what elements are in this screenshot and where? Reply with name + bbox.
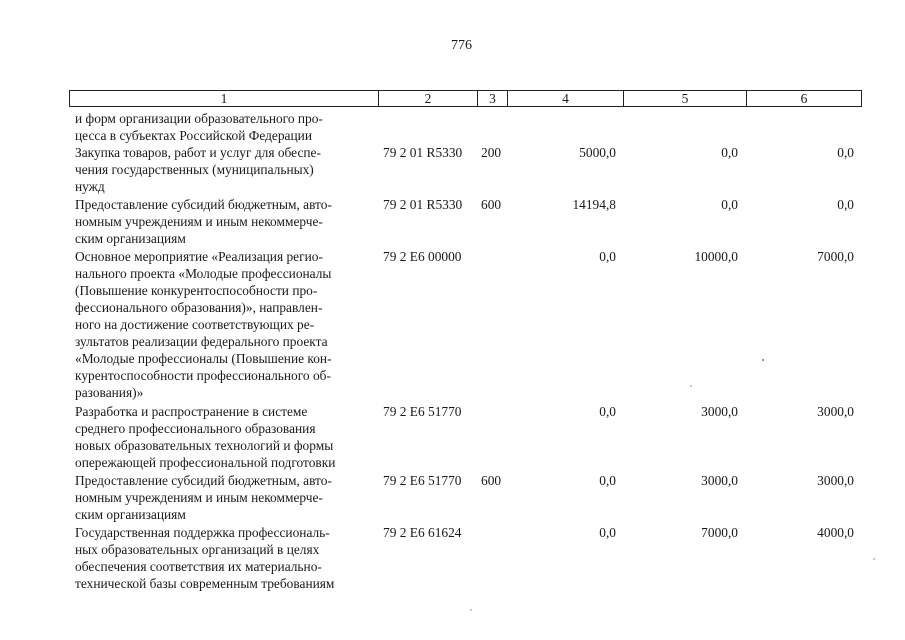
row-expense-type: 200 bbox=[481, 145, 502, 160]
description-line: фессионального образования)», направлен- bbox=[75, 300, 323, 315]
description-line: ским организациям bbox=[75, 231, 186, 246]
row-value-col5: 7000,0 bbox=[701, 525, 738, 540]
row-value-col5: 3000,0 bbox=[701, 473, 738, 488]
row-code: 79 2 E6 51770 bbox=[383, 404, 462, 419]
row-code: 79 2 01 R5330 bbox=[383, 145, 463, 160]
row-value-col6: 3000,0 bbox=[817, 473, 854, 488]
description-line: Основное мероприятие «Реализация регио- bbox=[75, 249, 323, 264]
page-number: 776 bbox=[451, 38, 472, 53]
row-description bbox=[75, 524, 375, 592]
row-code: 79 2 E6 00000 bbox=[383, 249, 462, 264]
row-description bbox=[75, 110, 375, 144]
description-line: опережающей профессиональной подготовки bbox=[75, 455, 336, 470]
description-line: Предоставление субсидий бюджетным, авто- bbox=[75, 197, 332, 212]
description-line: номным учреждениям и иным некоммерче- bbox=[75, 214, 323, 229]
row-value-col5: 0,0 bbox=[721, 197, 738, 212]
scan-speck bbox=[690, 385, 692, 387]
row-value-col4: 14194,8 bbox=[572, 197, 616, 212]
description-line: технической базы современным требованиям bbox=[75, 576, 335, 591]
row-expense-type: 600 bbox=[481, 473, 502, 488]
row-value-col4: 0,0 bbox=[599, 404, 616, 419]
row-value-col6: 3000,0 bbox=[817, 404, 854, 419]
description-line: ного на достижение соответствующих ре- bbox=[75, 317, 315, 332]
description-line: (Повышение конкурентоспособности про- bbox=[75, 283, 318, 298]
row-description bbox=[75, 403, 375, 471]
row-value-col6: 0,0 bbox=[837, 197, 854, 212]
header-col-2: 2 bbox=[378, 91, 477, 106]
description-line: обеспечения соответствия их материально- bbox=[75, 559, 322, 574]
row-description bbox=[75, 472, 375, 523]
row-description bbox=[75, 196, 375, 247]
row-value-col5: 3000,0 bbox=[701, 404, 738, 419]
header-col-3: 3 bbox=[477, 91, 507, 106]
row-code: 79 2 E6 61624 bbox=[383, 525, 462, 540]
row-value-col6: 7000,0 bbox=[817, 249, 854, 264]
scan-speck bbox=[762, 359, 764, 361]
description-line: нужд bbox=[75, 179, 105, 194]
description-line: ским организациям bbox=[75, 507, 186, 522]
row-value-col4: 0,0 bbox=[599, 525, 616, 540]
header-col-4: 4 bbox=[507, 91, 623, 106]
description-line: и форм организации образовательного про- bbox=[75, 111, 323, 126]
row-description bbox=[75, 248, 375, 401]
description-line: Государственная поддержка профессиональ- bbox=[75, 525, 330, 540]
description-line: нального проекта «Молодые профессионалы bbox=[75, 266, 332, 281]
row-code: 79 2 01 R5330 bbox=[383, 197, 463, 212]
row-description bbox=[75, 144, 375, 195]
description-line: Закупка товаров, работ и услуг для обеспе- bbox=[75, 145, 321, 160]
description-line: «Молодые профессионалы (Повышение кон- bbox=[75, 351, 332, 366]
header-col-6: 6 bbox=[746, 91, 861, 106]
row-value-col6: 4000,0 bbox=[817, 525, 854, 540]
table-header bbox=[69, 90, 862, 107]
row-value-col6: 0,0 bbox=[837, 145, 854, 160]
description-line: курентоспособности профессионального об- bbox=[75, 368, 331, 383]
description-line: новых образовательных технологий и формы bbox=[75, 438, 334, 453]
row-value-col5: 0,0 bbox=[721, 145, 738, 160]
header-col-5: 5 bbox=[623, 91, 746, 106]
description-line: чения государственных (муниципальных) bbox=[75, 162, 314, 177]
description-line: номным учреждениям и иным некоммерче- bbox=[75, 490, 323, 505]
scan-speck bbox=[873, 558, 875, 560]
row-value-col4: 0,0 bbox=[599, 249, 616, 264]
row-value-col4: 5000,0 bbox=[579, 145, 616, 160]
row-expense-type: 600 bbox=[481, 197, 502, 212]
description-line: цесса в субъектах Российской Федерации bbox=[75, 128, 312, 143]
description-line: среднего профессионального образования bbox=[75, 421, 316, 436]
description-line: Разработка и распространение в системе bbox=[75, 404, 308, 419]
scan-speck bbox=[470, 609, 472, 611]
description-line: разования)» bbox=[75, 385, 144, 400]
row-value-col4: 0,0 bbox=[599, 473, 616, 488]
row-value-col5: 10000,0 bbox=[694, 249, 738, 264]
row-code: 79 2 E6 51770 bbox=[383, 473, 462, 488]
description-line: Предоставление субсидий бюджетным, авто- bbox=[75, 473, 332, 488]
description-line: ных образовательных организаций в целях bbox=[75, 542, 320, 557]
description-line: зультатов реализации федерального проекта bbox=[75, 334, 328, 349]
header-col-1: 1 bbox=[220, 91, 228, 106]
